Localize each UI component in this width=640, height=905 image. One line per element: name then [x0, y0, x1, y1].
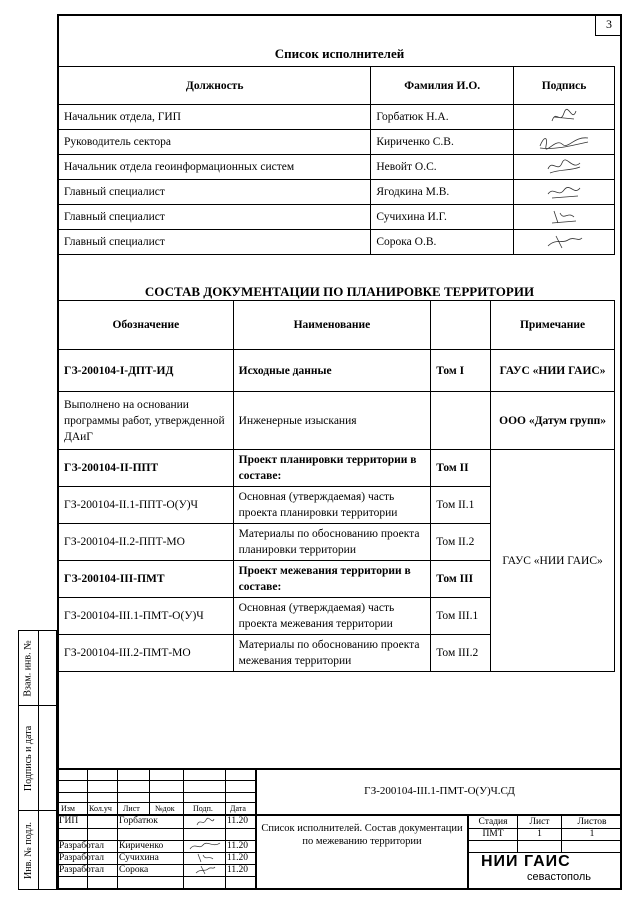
name-cell: Сорока О.В.	[371, 230, 514, 255]
sheet-value: 1	[537, 829, 542, 839]
name-cell: Проект межевания территории в составе:	[233, 561, 431, 598]
date-cell: 11.20	[227, 865, 249, 875]
table-row	[59, 205, 615, 230]
sheets-label: Листов	[577, 817, 607, 827]
signature-cell	[514, 105, 615, 130]
stage-value: ПМТ	[482, 829, 504, 839]
side-label-inv-replace: Взам. инв. №	[23, 639, 35, 697]
name-soroka: Сорока	[119, 865, 149, 875]
role-developer: Разработал	[59, 853, 104, 863]
handwritten-signature	[193, 864, 217, 876]
volume-cell: Том II.1	[431, 487, 491, 524]
position-cell: Главный специалист	[59, 205, 371, 230]
volume-cell	[431, 392, 491, 450]
date-cell: 11.20	[227, 816, 249, 826]
volume-cell: Том III.2	[431, 635, 491, 672]
side-label-signature-date: Подпись и дата	[23, 725, 34, 791]
name-cell: Исходные данные	[233, 350, 431, 392]
side-label-inv-original: Инв. № подл.	[23, 821, 35, 879]
signature-cell	[514, 230, 615, 255]
column-header-position: Должность	[59, 67, 371, 105]
handwritten-signature	[542, 232, 586, 252]
name-cell: Инженерные изыскания	[233, 392, 431, 450]
designation-cell: ГЗ-200104-II-ППТ	[59, 450, 234, 487]
col-header-signature: Подп.	[193, 804, 213, 813]
document-title: Список исполнителей. Состав документации по межеванию территории	[261, 823, 463, 847]
handwritten-signature	[187, 840, 223, 852]
name-cell: Проект планировки территории в составе:	[233, 450, 431, 487]
volume-cell: Том II.2	[431, 524, 491, 561]
volume-cell: Том III.1	[431, 598, 491, 635]
column-header-designation: Обозначение	[59, 301, 234, 350]
volume-cell: Том III	[431, 561, 491, 598]
name-cell: Основная (утверждаемая) часть проекта планировки территории	[233, 487, 431, 524]
page-number: 3	[595, 14, 622, 36]
column-header-note: Примечание	[491, 301, 615, 350]
table-row	[59, 230, 615, 255]
name-cell: Невойт О.С.	[371, 155, 514, 180]
date-cell: 11.20	[227, 841, 249, 851]
table-row	[59, 392, 615, 450]
table-row	[59, 155, 615, 180]
role-developer: Разработал	[59, 865, 104, 875]
side-field-inv-replace	[18, 630, 57, 706]
sheets-value: 1	[589, 829, 595, 839]
signature-cell	[514, 205, 615, 230]
handwritten-signature	[542, 182, 586, 202]
name-kirichenko: Кириченко	[119, 841, 164, 851]
column-header-volume	[431, 301, 491, 350]
handwritten-signature	[542, 157, 586, 177]
designation-cell: ГЗ-200104-III.1-ПМТ-О(У)Ч	[59, 598, 234, 635]
handwritten-signature	[544, 107, 584, 127]
table-row	[59, 130, 615, 155]
table-header-row	[59, 67, 615, 105]
col-header-sheet: Лист	[123, 804, 140, 813]
table-row	[59, 350, 615, 392]
name-cell: Материалы по обоснованию проекта планировки территории	[233, 524, 431, 561]
position-cell: Начальник отдела, ГИП	[59, 105, 371, 130]
volume-cell: Том II	[431, 450, 491, 487]
signature-cell	[514, 130, 615, 155]
volume-cell: Том I	[431, 350, 491, 392]
col-header-docnum: №док	[155, 804, 175, 813]
handwritten-signature	[193, 852, 217, 864]
designation-cell: ГЗ-200104-II.1-ППТ-О(У)Ч	[59, 487, 234, 524]
name-cell: Ягодкина М.В.	[371, 180, 514, 205]
position-cell: Руководитель сектора	[59, 130, 371, 155]
position-cell: Начальник отдела геоинформационных систем	[59, 155, 371, 180]
company-logo-sub: севастополь	[527, 871, 591, 883]
position-cell: Главный специалист	[59, 230, 371, 255]
performers-title: Список исполнителей	[274, 46, 405, 61]
col-header-change: Изм	[61, 804, 75, 813]
name-suchikhina: Сучихина	[119, 853, 159, 863]
name-cell: Материалы по обоснованию проекта межевания территории	[233, 635, 431, 672]
table-row	[59, 105, 615, 130]
note-cell: ООО «Датум групп»	[491, 392, 615, 450]
handwritten-signature	[544, 207, 584, 227]
column-header-signature: Подпись	[514, 67, 615, 105]
name-cell: Основная (утверждаемая) часть проекта межевания территории	[233, 598, 431, 635]
designation-cell: ГЗ-200104-I-ДПТ-ИД	[59, 350, 234, 392]
designation-cell: Выполнено на основании программы работ, утвержденной ДАиГ	[59, 392, 234, 450]
name-cell: Сучихина И.Г.	[371, 205, 514, 230]
designation-cell: ГЗ-200104-III-ПМТ	[59, 561, 234, 598]
position-cell: Главный специалист	[59, 180, 371, 205]
name-gorbatyuk: Горбатюк	[119, 816, 158, 826]
side-field-inv-original	[18, 810, 57, 890]
signature-cell	[514, 155, 615, 180]
table-row	[59, 450, 615, 487]
merged-note-cell: ГАУС «НИИ ГАИС»	[491, 450, 615, 672]
handwritten-signature	[193, 816, 217, 828]
column-header-name: Фамилия И.О.	[371, 67, 514, 105]
date-cell: 11.20	[227, 853, 249, 863]
table-header-row	[59, 301, 615, 350]
documentation-table	[58, 300, 615, 672]
side-field-signature-date	[18, 705, 57, 811]
stage-label: Стадия	[478, 817, 508, 827]
designation-cell: ГЗ-200104-III.2-ПМТ-МО	[59, 635, 234, 672]
designation-cell: ГЗ-200104-II.2-ППТ-МО	[59, 524, 234, 561]
note-cell: ГАУС «НИИ ГАИС»	[491, 350, 615, 392]
sheet-label: Лист	[529, 817, 550, 827]
name-cell: Горбатюк Н.А.	[371, 105, 514, 130]
table-row	[59, 180, 615, 205]
col-header-count: Кол.уч	[89, 804, 112, 813]
title-block	[57, 768, 622, 890]
performers-table	[58, 66, 615, 255]
role-gip: ГИП	[59, 816, 79, 826]
col-header-date: Дата	[230, 804, 246, 813]
document-code: ГЗ-200104-III.1-ПМТ-О(У)Ч.СД	[364, 785, 515, 797]
role-developer: Разработал	[59, 841, 104, 851]
signature-cell	[514, 180, 615, 205]
documentation-title: СОСТАВ ДОКУМЕНТАЦИИ ПО ПЛАНИРОВКЕ ТЕРРИТОРИИ	[144, 284, 535, 299]
column-header-name: Наименование	[233, 301, 431, 350]
name-cell: Кириченко С.В.	[371, 130, 514, 155]
handwritten-signature	[534, 132, 594, 152]
company-logo: НИИ ГАИС	[481, 853, 571, 870]
